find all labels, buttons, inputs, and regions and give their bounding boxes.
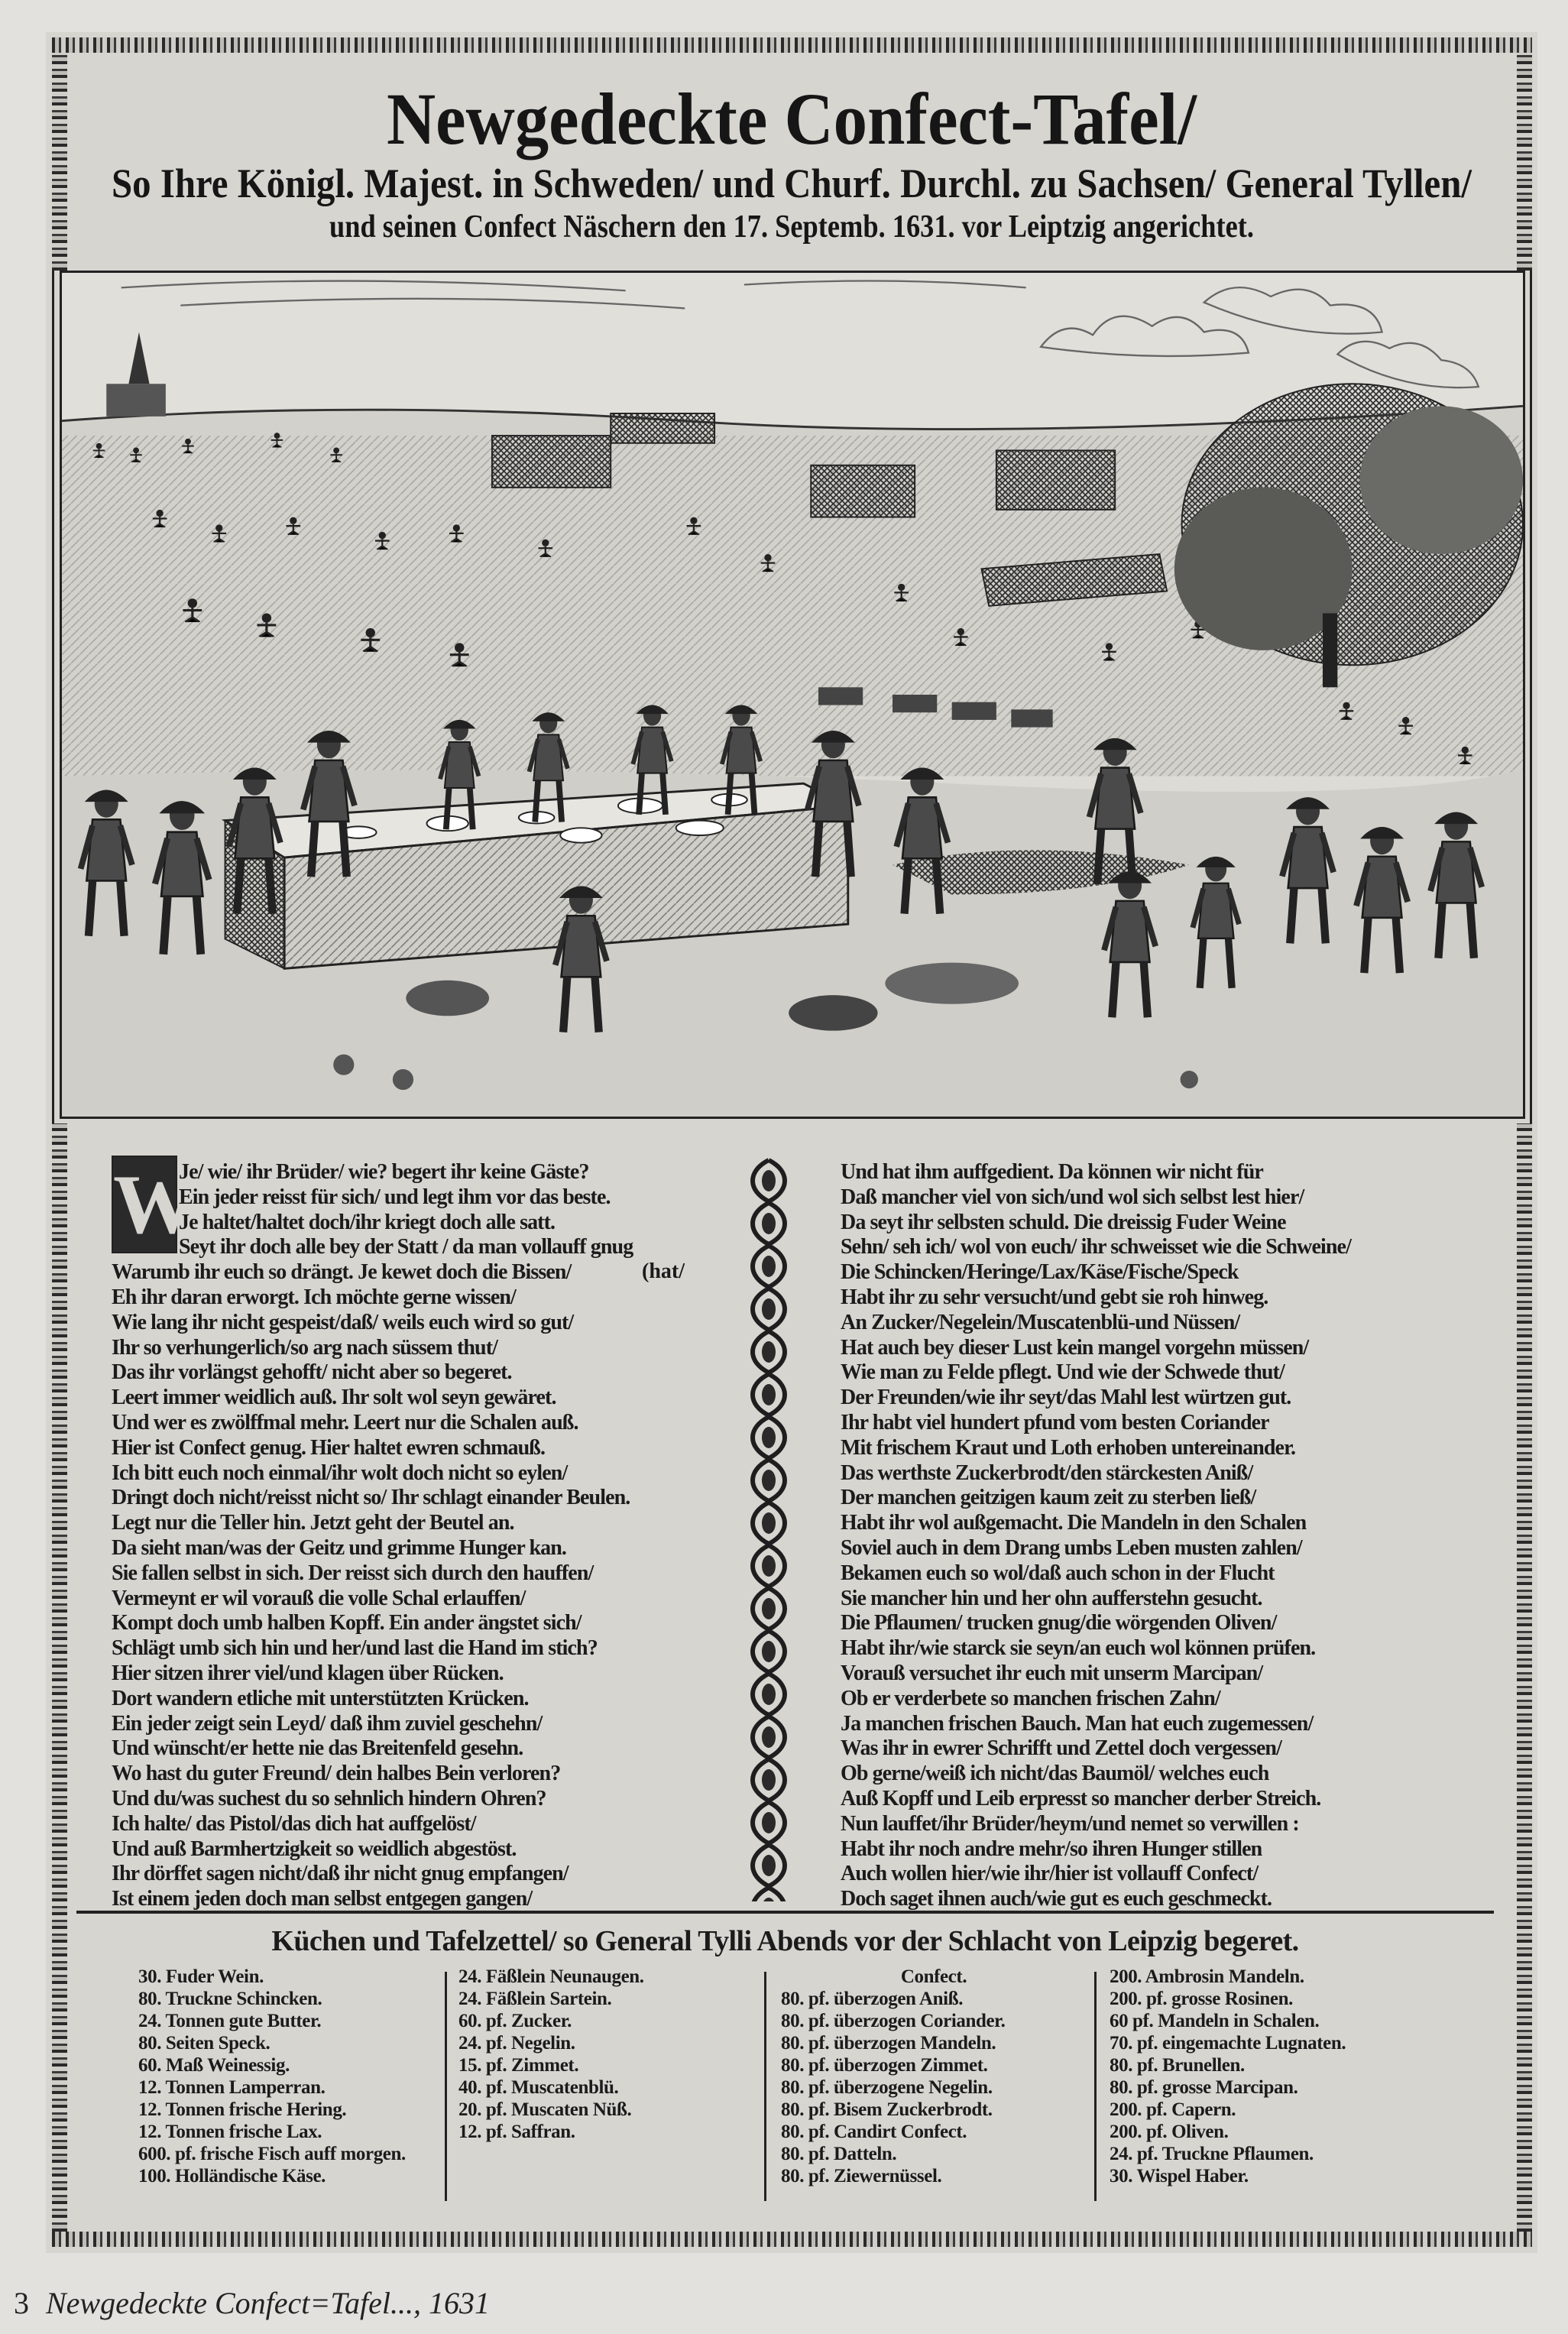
menu-item: 200. pf. grosse Rosinen.: [1110, 1989, 1293, 2009]
poem-line: Bekamen euch so wol/daß auch schon in der Flucht: [841, 1561, 1275, 1585]
poem-line: Der Freunden/wie ihr seyt/das Mahl lest würtzen gut.: [841, 1386, 1291, 1410]
menu-item: 80. pf. überzogen Coriander.: [781, 2011, 1006, 2031]
poem-line-turnover: (hat/: [642, 1259, 685, 1283]
poem-line: Und hat ihm auffgedient. Da können wir nicht für: [841, 1160, 1263, 1184]
menu-item: 24. Fäßlein Sartein.: [458, 1989, 612, 2009]
ornament-bud: [762, 1256, 776, 1277]
poem-line: Das werthste Zuckerbrodt/den stärckesten Aniß/: [841, 1460, 1253, 1485]
poem-line: Kompt doch umb halben Kopff. Ein ander ängstet sich/: [112, 1611, 582, 1635]
poem-line: Je/ wie/ ihr Brüder/ wie? begert ihr keine Gäste?: [179, 1160, 589, 1184]
menu-item: 60. pf. Zucker.: [458, 2011, 572, 2031]
poem-line: Ja manchen frischen Bauch. Man hat euch zugemessen/: [841, 1711, 1314, 1736]
poem-column-right: [841, 1160, 1437, 1912]
menu-item: 100. Holländische Käse.: [138, 2166, 326, 2187]
poem-line: Die Pflaumen/ trucken gnug/die wörgenden Oliven/: [841, 1611, 1277, 1635]
poem-line: Und auß Barmhertzigkeit so weidlich abgestöst.: [112, 1836, 517, 1861]
vine-ornament-divider: [732, 1152, 805, 1901]
menu-item: 80. pf. überzogen Aniß.: [781, 1989, 964, 2009]
poem-line: Ihr so verhungerlich/so arg nach süssem thut/: [112, 1335, 498, 1360]
title-block: [69, 61, 1515, 267]
poem-line: Mit frischem Kraut und Loth erhoben untereinander.: [841, 1435, 1296, 1460]
poem-line: Hat auch bey dieser Lust kein mangel vorgehn müssen/: [841, 1335, 1309, 1360]
poem-column-left: [112, 1160, 723, 1912]
poem-line: Ein jeder reisst für sich/ und legt ihm vor das beste.: [179, 1185, 611, 1209]
column-separator: [1094, 1972, 1097, 2201]
poem-line: Warumb ihr euch so drängt. Je kewet doch die Bissen/: [112, 1260, 572, 1285]
ornamental-border-right-top: [1517, 53, 1532, 271]
ornamental-border-left-top: [52, 53, 67, 271]
poem-line: Und wünscht/er hette nie das Breitenfeld gesehn.: [112, 1736, 523, 1761]
ornament-bud: [762, 1641, 776, 1662]
menu-item: 200. Ambrosin Mandeln.: [1110, 1966, 1304, 1987]
ornament-bud: [762, 1298, 776, 1320]
poem-line: Die Schincken/Heringe/Lax/Käse/Fische/Speck: [841, 1260, 1239, 1285]
poem-line: Und wer es zwölffmal mehr. Leert nur die Schalen auß.: [112, 1410, 578, 1434]
poem-line: Ich halte/ das Pistol/das dich hat auffgelöst/: [112, 1811, 476, 1836]
menu-column-sweets: [1110, 1966, 1346, 2187]
ornamental-border-bottom: [52, 2232, 1532, 2247]
poem-line: Doch saget ihnen auch/wie gut es euch geschmeckt.: [841, 1887, 1272, 1911]
menu-item: 24. pf. Negelin.: [458, 2033, 575, 2054]
menu-item: 80. pf. Brunellen.: [1110, 2055, 1245, 2076]
menu-item: 80. pf. Bisem Zuckerbrodt.: [781, 2099, 993, 2120]
menu-item: 12. Tonnen frische Lax.: [138, 2122, 322, 2142]
subtitle-line-2: und seinen Confect Näschern den 17. Septemb. 1631. vor Leiptzig angerichtet.: [329, 209, 1254, 245]
menu-item: 24. Fäßlein Neunaugen.: [458, 1966, 644, 1987]
poem-line: Legt nur die Teller hin. Jetzt geht der Beutel an.: [112, 1511, 514, 1535]
poem-line: Soviel auch in dem Drang umbs Leben musten zahlen/: [841, 1535, 1302, 1560]
menu-item: 40. pf. Muscatenblü.: [458, 2077, 619, 2098]
poem-line: Auß Kopff und Leib erpresst so mancher derber Streich.: [841, 1786, 1321, 1810]
figure-caption: [14, 2285, 490, 2321]
poem-line: Auch wollen hier/wie ihr/hier ist vollauff Confect/: [841, 1862, 1259, 1886]
poem-line: Leert immer weidlich auß. Ihr solt wol seyn gewäret.: [112, 1386, 556, 1410]
menu-item: 200. pf. Capern.: [1110, 2099, 1236, 2120]
poem-line: Ihr dörffet sagen nicht/daß ihr nicht gnug empfangen/: [112, 1862, 569, 1886]
menu-item: 12. pf. Saffran.: [458, 2122, 575, 2142]
poem-line: Habt ihr noch andre mehr/so ihren Hunger stillen: [841, 1836, 1262, 1861]
poem-line: Ob er verderbete so manchen frischen Zahn/: [841, 1686, 1220, 1710]
poem-line: Ich bitt euch noch einmal/ihr wolt doch nicht so eylen/: [112, 1460, 568, 1485]
poem-line: Vermeynt er wil vorauß die volle Schal erlauffen/: [112, 1586, 526, 1610]
poem-line: Je haltet/haltet doch/ihr kriegt doch alle satt.: [179, 1210, 556, 1234]
ornament-bud: [762, 1684, 776, 1705]
ornament-bud: [762, 1470, 776, 1491]
poem-line: An Zucker/Negelein/Muscatenblü-und Nüssen/: [841, 1310, 1240, 1334]
poem-line: Sie mancher hin und her ohn aufferstehn gesucht.: [841, 1586, 1262, 1610]
ornament-bud: [762, 1512, 776, 1534]
ornament-bud: [762, 1170, 776, 1191]
menu-item: 60. Maß Weinessig.: [138, 2055, 290, 2076]
menu-column-spices: [458, 1966, 644, 2143]
menu-item: 80. pf. Ziewernüssel.: [781, 2166, 942, 2187]
poem-line: Ihr habt viel hundert pfund vom besten Coriander: [841, 1410, 1269, 1434]
ornament-bud: [762, 1855, 776, 1876]
menu-item: 200. pf. Oliven.: [1110, 2122, 1229, 2142]
menu-item: 60 pf. Mandeln in Schalen.: [1110, 2011, 1320, 2031]
menu-item: 30. Wispel Haber.: [1110, 2166, 1249, 2187]
menu-item: 12. Tonnen frische Hering.: [138, 2099, 347, 2120]
poem-line: Habt ihr wol außgemacht. Die Mandeln in den Schalen: [841, 1511, 1307, 1535]
poem-section: [76, 1139, 1498, 1912]
ornament-bud: [762, 1213, 776, 1234]
menu-item: 80. Truckne Schincken.: [138, 1989, 322, 2009]
menu-column-provisions: [138, 1966, 406, 2187]
menu-item: 80. Seiten Speck.: [138, 2033, 271, 2054]
menu-item: 30. Fuder Wein.: [138, 1966, 264, 1987]
ornament-bud: [762, 1427, 776, 1448]
ornament-bud: [762, 1384, 776, 1405]
poem-line: Der manchen geitzigen kaum zeit zu sterben ließ/: [841, 1486, 1256, 1510]
poem-line: Habt ihr/wie starck sie seyn/an euch wol können prüfen.: [841, 1636, 1316, 1661]
poem-line: Ob gerne/weiß ich nicht/das Baumöl/ welches euch: [841, 1762, 1269, 1786]
poem-line: Das ihr vorlängst gehofft/ nicht aber so begeret.: [112, 1360, 512, 1385]
poem-line: Sehn/ seh ich/ wol von euch/ ihr schweisset wie die Schweine/: [841, 1235, 1351, 1259]
menu-column-confect: [781, 1966, 1087, 2187]
menu-item: 600. pf. frische Fisch auff morgen.: [138, 2144, 406, 2164]
menu-item: 20. pf. Muscaten Nüß.: [458, 2099, 632, 2120]
battle-banquet-engraving: [60, 271, 1525, 1119]
poem-line: Da seyt ihr selbsten schuld. Die dreissig Fuder Weine: [841, 1210, 1286, 1234]
poem-line: Dringt doch nicht/reisst nicht so/ Ihr schlagt einander Beulen.: [112, 1486, 630, 1510]
poem-line: Sie fallen selbst in sich. Der reisst sich durch den hauffen/: [112, 1561, 594, 1585]
poem-line: Schlägt umb sich hin und her/und last die Hand im stich?: [112, 1636, 598, 1661]
column-separator: [764, 1972, 766, 2201]
ornamental-border-left-bottom: [52, 1123, 67, 2232]
menu-column-heading: Confect.: [900, 1966, 967, 1987]
poem-line: Was ihr in ewrer Schrifft und Zettel doch vergessen/: [841, 1736, 1281, 1761]
ornament-bud: [762, 1341, 776, 1363]
ornament-bud: [762, 1555, 776, 1577]
poem-line: Wie man zu Felde pflegt. Und wie der Schwede thut/: [841, 1360, 1285, 1385]
menu-item: 70. pf. eingemachte Lugnaten.: [1110, 2033, 1346, 2054]
figure-number: 3: [14, 2286, 29, 2320]
poem-line: Wo hast du guter Freund/ dein halbes Bein verloren?: [112, 1762, 561, 1786]
menu-item: 80. pf. grosse Marcipan.: [1110, 2077, 1298, 2098]
poem-line: Da sieht man/was der Geitz und grimme Hunger kan.: [112, 1535, 566, 1560]
menu-title: Küchen und Tafelzettel/ so General Tylli Abends vor der Schlacht von Leipzig begeret.: [271, 1925, 1299, 1957]
menu-item: 24. pf. Truckne Pflaumen.: [1110, 2144, 1314, 2164]
poem-line: Habt ihr zu sehr versucht/und gebt sie roh hinweg.: [841, 1285, 1268, 1309]
figure-caption-text: Newgedeckte Confect=Tafel..., 1631: [46, 2286, 490, 2320]
poem-line: Nun lauffet/ihr Brüder/heym/und nemet so verwillen :: [841, 1811, 1299, 1836]
section-divider: [76, 1911, 1494, 1914]
subtitle-line-1: So Ihre Königl. Majest. in Schweden/ und Churf. Durchl. zu Sachsen/ General Tyllen/: [112, 160, 1472, 206]
poem-line: Hier ist Confect genug. Hier haltet ewren schmauß.: [112, 1435, 546, 1460]
main-title: Newgedeckte Confect-Tafel/: [387, 78, 1198, 160]
poem-line: Wie lang ihr nicht gespeist/daß/ weils euch wird so gut/: [112, 1310, 574, 1334]
poem-line: Dort wandern etliche mit unterstützten Krücken.: [112, 1686, 529, 1710]
poem-line: Ein jeder zeigt sein Leyd/ daß ihm zuviel geschehn/: [112, 1711, 543, 1736]
poem-line: Seyt ihr doch alle bey der Statt / da man vollauff gnug: [179, 1235, 633, 1259]
menu-item: 80. pf. Candirt Confect.: [781, 2122, 967, 2142]
poem-line: Daß mancher viel von sich/und wol sich selbst lest hier/: [841, 1185, 1304, 1209]
poem-line: Hier sitzen ihrer viel/und klagen über Rücken.: [112, 1661, 504, 1685]
poem-line: Und du/was suchest du so sehnlich hindern Ohren?: [112, 1786, 546, 1810]
ornamental-border-top: [52, 37, 1532, 53]
ornament-bud: [762, 1812, 776, 1833]
menu-item: 12. Tonnen Lamperran.: [138, 2077, 326, 2098]
decorated-initial: W: [112, 1156, 177, 1253]
menu-item: 80. pf. überzogen Zimmet.: [781, 2055, 988, 2076]
poem-line: Eh ihr daran erworgt. Ich möchte gerne wissen/: [112, 1285, 516, 1309]
poem-line: Vorauß versuchet ihr euch mit unserm Marcipan/: [841, 1661, 1263, 1685]
ornament-bud: [762, 1898, 776, 1901]
ornament-bud: [762, 1726, 776, 1748]
column-separator: [445, 1972, 447, 2201]
menu-item: 80. pf. überzogene Negelin.: [781, 2077, 993, 2098]
ornament-bud: [762, 1598, 776, 1619]
menu-item: 80. pf. Datteln.: [781, 2144, 897, 2164]
menu-item: 24. Tonnen gute Butter.: [138, 2011, 322, 2031]
poem-line: Ist einem jeden doch man selbst entgegen gangen/: [112, 1887, 533, 1911]
ornament-bud: [762, 1769, 776, 1791]
ornamental-border-right-bottom: [1517, 1123, 1532, 2232]
menu-item: 80. pf. überzogen Mandeln.: [781, 2033, 996, 2054]
menu-item: 15. pf. Zimmet.: [458, 2055, 579, 2076]
